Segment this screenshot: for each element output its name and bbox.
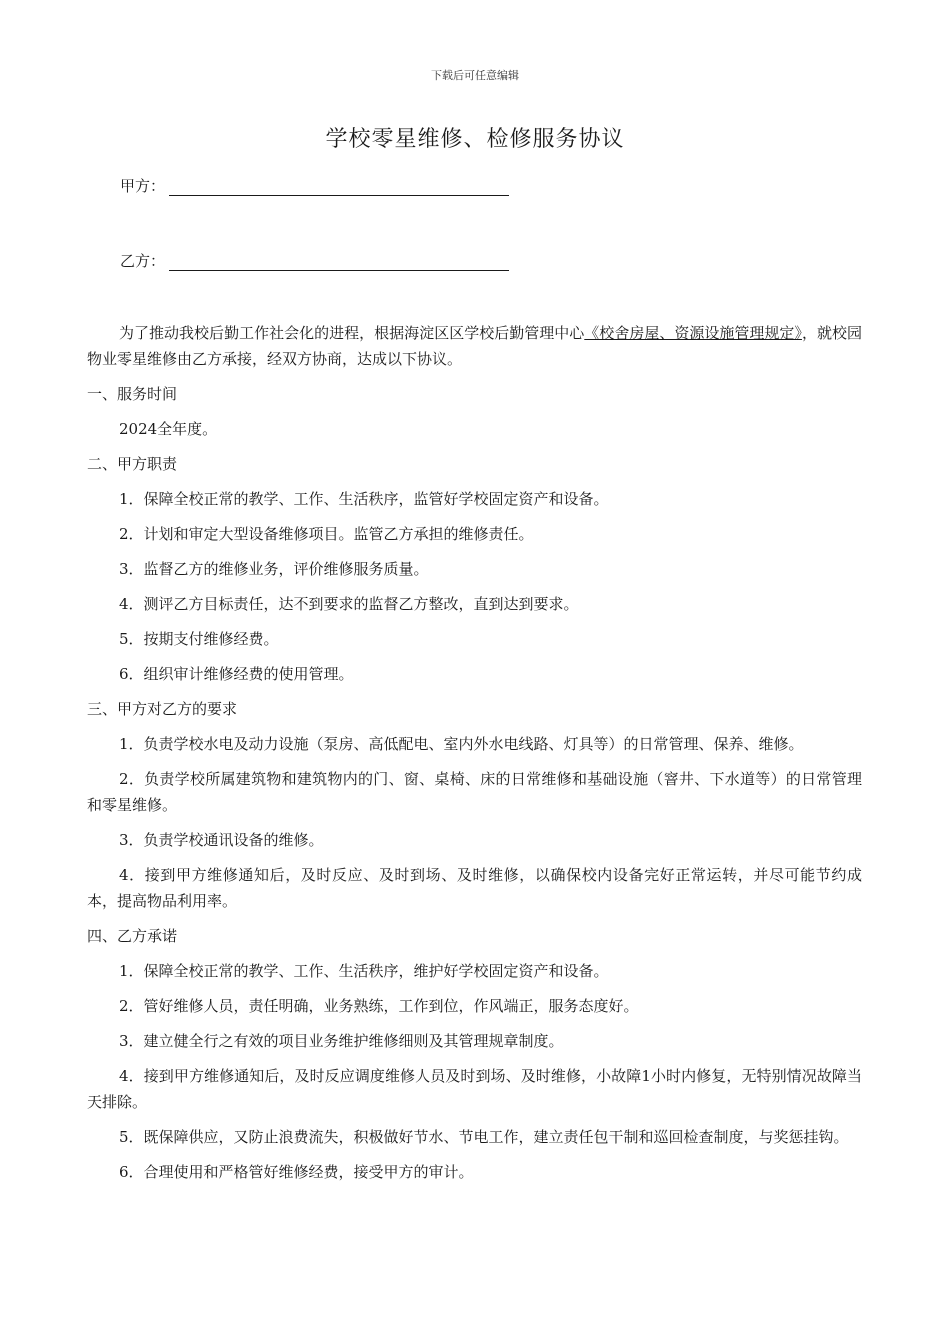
section-heading: 三、甲方对乙方的要求 bbox=[87, 700, 238, 718]
list-item: 6．组织审计维修经费的使用管理。 bbox=[119, 665, 354, 683]
list-item: 4．测评乙方目标责任，达不到要求的监督乙方整改，直到达到要求。 bbox=[119, 595, 579, 613]
list-item: 1．负责学校水电及动力设施（泵房、高低配电、室内外水电线路、灯具等）的日常管理、保养、维修。 bbox=[119, 735, 804, 753]
list-item: 1．保障全校正常的教学、工作、生活秩序，监管好学校固定资产和设备。 bbox=[119, 490, 609, 508]
party-b-blank-line bbox=[169, 252, 509, 271]
intro-text-before: 为了推动我校后勤工作社会化的进程，根据海淀区区学校后勤管理中心 bbox=[119, 324, 585, 342]
section-heading: 一、服务时间 bbox=[87, 385, 178, 403]
party-b-label: 乙方： bbox=[120, 252, 166, 270]
service-time-text: 2024全年度。 bbox=[119, 420, 218, 438]
list-item: 4．接到甲方维修通知后，及时反应、及时到场、及时维修，以确保校内设备完好正常运转，并尽可能节约成本，提高物品利用率。 bbox=[87, 866, 862, 910]
list-item: 5．既保障供应，又防止浪费流失，积极做好节水、节电工作，建立责任包干制和巡回检查制度，与奖惩挂钩。 bbox=[119, 1128, 849, 1146]
section-heading: 四、乙方承诺 bbox=[87, 927, 178, 945]
regulation-reference: 《校舍房屋、资源设施管理规定》 bbox=[584, 324, 802, 342]
party-b-field bbox=[120, 250, 509, 271]
list-item: 5．按期支付维修经费。 bbox=[119, 630, 279, 648]
list-item: 2．负责学校所属建筑物和建筑物内的门、窗、桌椅、床的日常维修和基础设施（窨井、下水道等）的日常管理和零星维修。 bbox=[87, 770, 862, 814]
intro-paragraph bbox=[87, 320, 862, 372]
document-title: 学校零星维修、检修服务协议 bbox=[325, 127, 625, 152]
list-item: 3．负责学校通讯设备的维修。 bbox=[119, 831, 324, 849]
list-item: 3．建立健全行之有效的项目业务维护维修细则及其管理规章制度。 bbox=[119, 1032, 564, 1050]
list-item: 3．监督乙方的维修业务，评价维修服务质量。 bbox=[119, 560, 429, 578]
intro-text-after: ，就校园物业零星维修由乙方承接，经双方协商，达成以下协议。 bbox=[87, 324, 862, 368]
list-item: 6．合理使用和严格管好维修经费，接受甲方的审计。 bbox=[119, 1163, 474, 1181]
party-a-blank-line bbox=[169, 177, 509, 196]
party-a-field bbox=[120, 175, 509, 196]
list-item: 1．保障全校正常的教学、工作、生活秩序，维护好学校固定资产和设备。 bbox=[119, 962, 609, 980]
list-item: 2．管好维修人员，责任明确，业务熟练，工作到位，作风端正，服务态度好。 bbox=[119, 997, 639, 1015]
party-a-label: 甲方： bbox=[120, 177, 166, 195]
header-note: 下载后可任意编辑 bbox=[431, 69, 519, 82]
agreement-body bbox=[87, 320, 862, 1185]
section-heading: 二、甲方职责 bbox=[87, 455, 178, 473]
list-item: 2．计划和审定大型设备维修项目。监管乙方承担的维修责任。 bbox=[119, 525, 534, 543]
list-item: 4．接到甲方维修通知后，及时反应调度维修人员及时到场、及时维修，小故障1小时内修复，无特别情况故障当天排除。 bbox=[87, 1067, 862, 1111]
